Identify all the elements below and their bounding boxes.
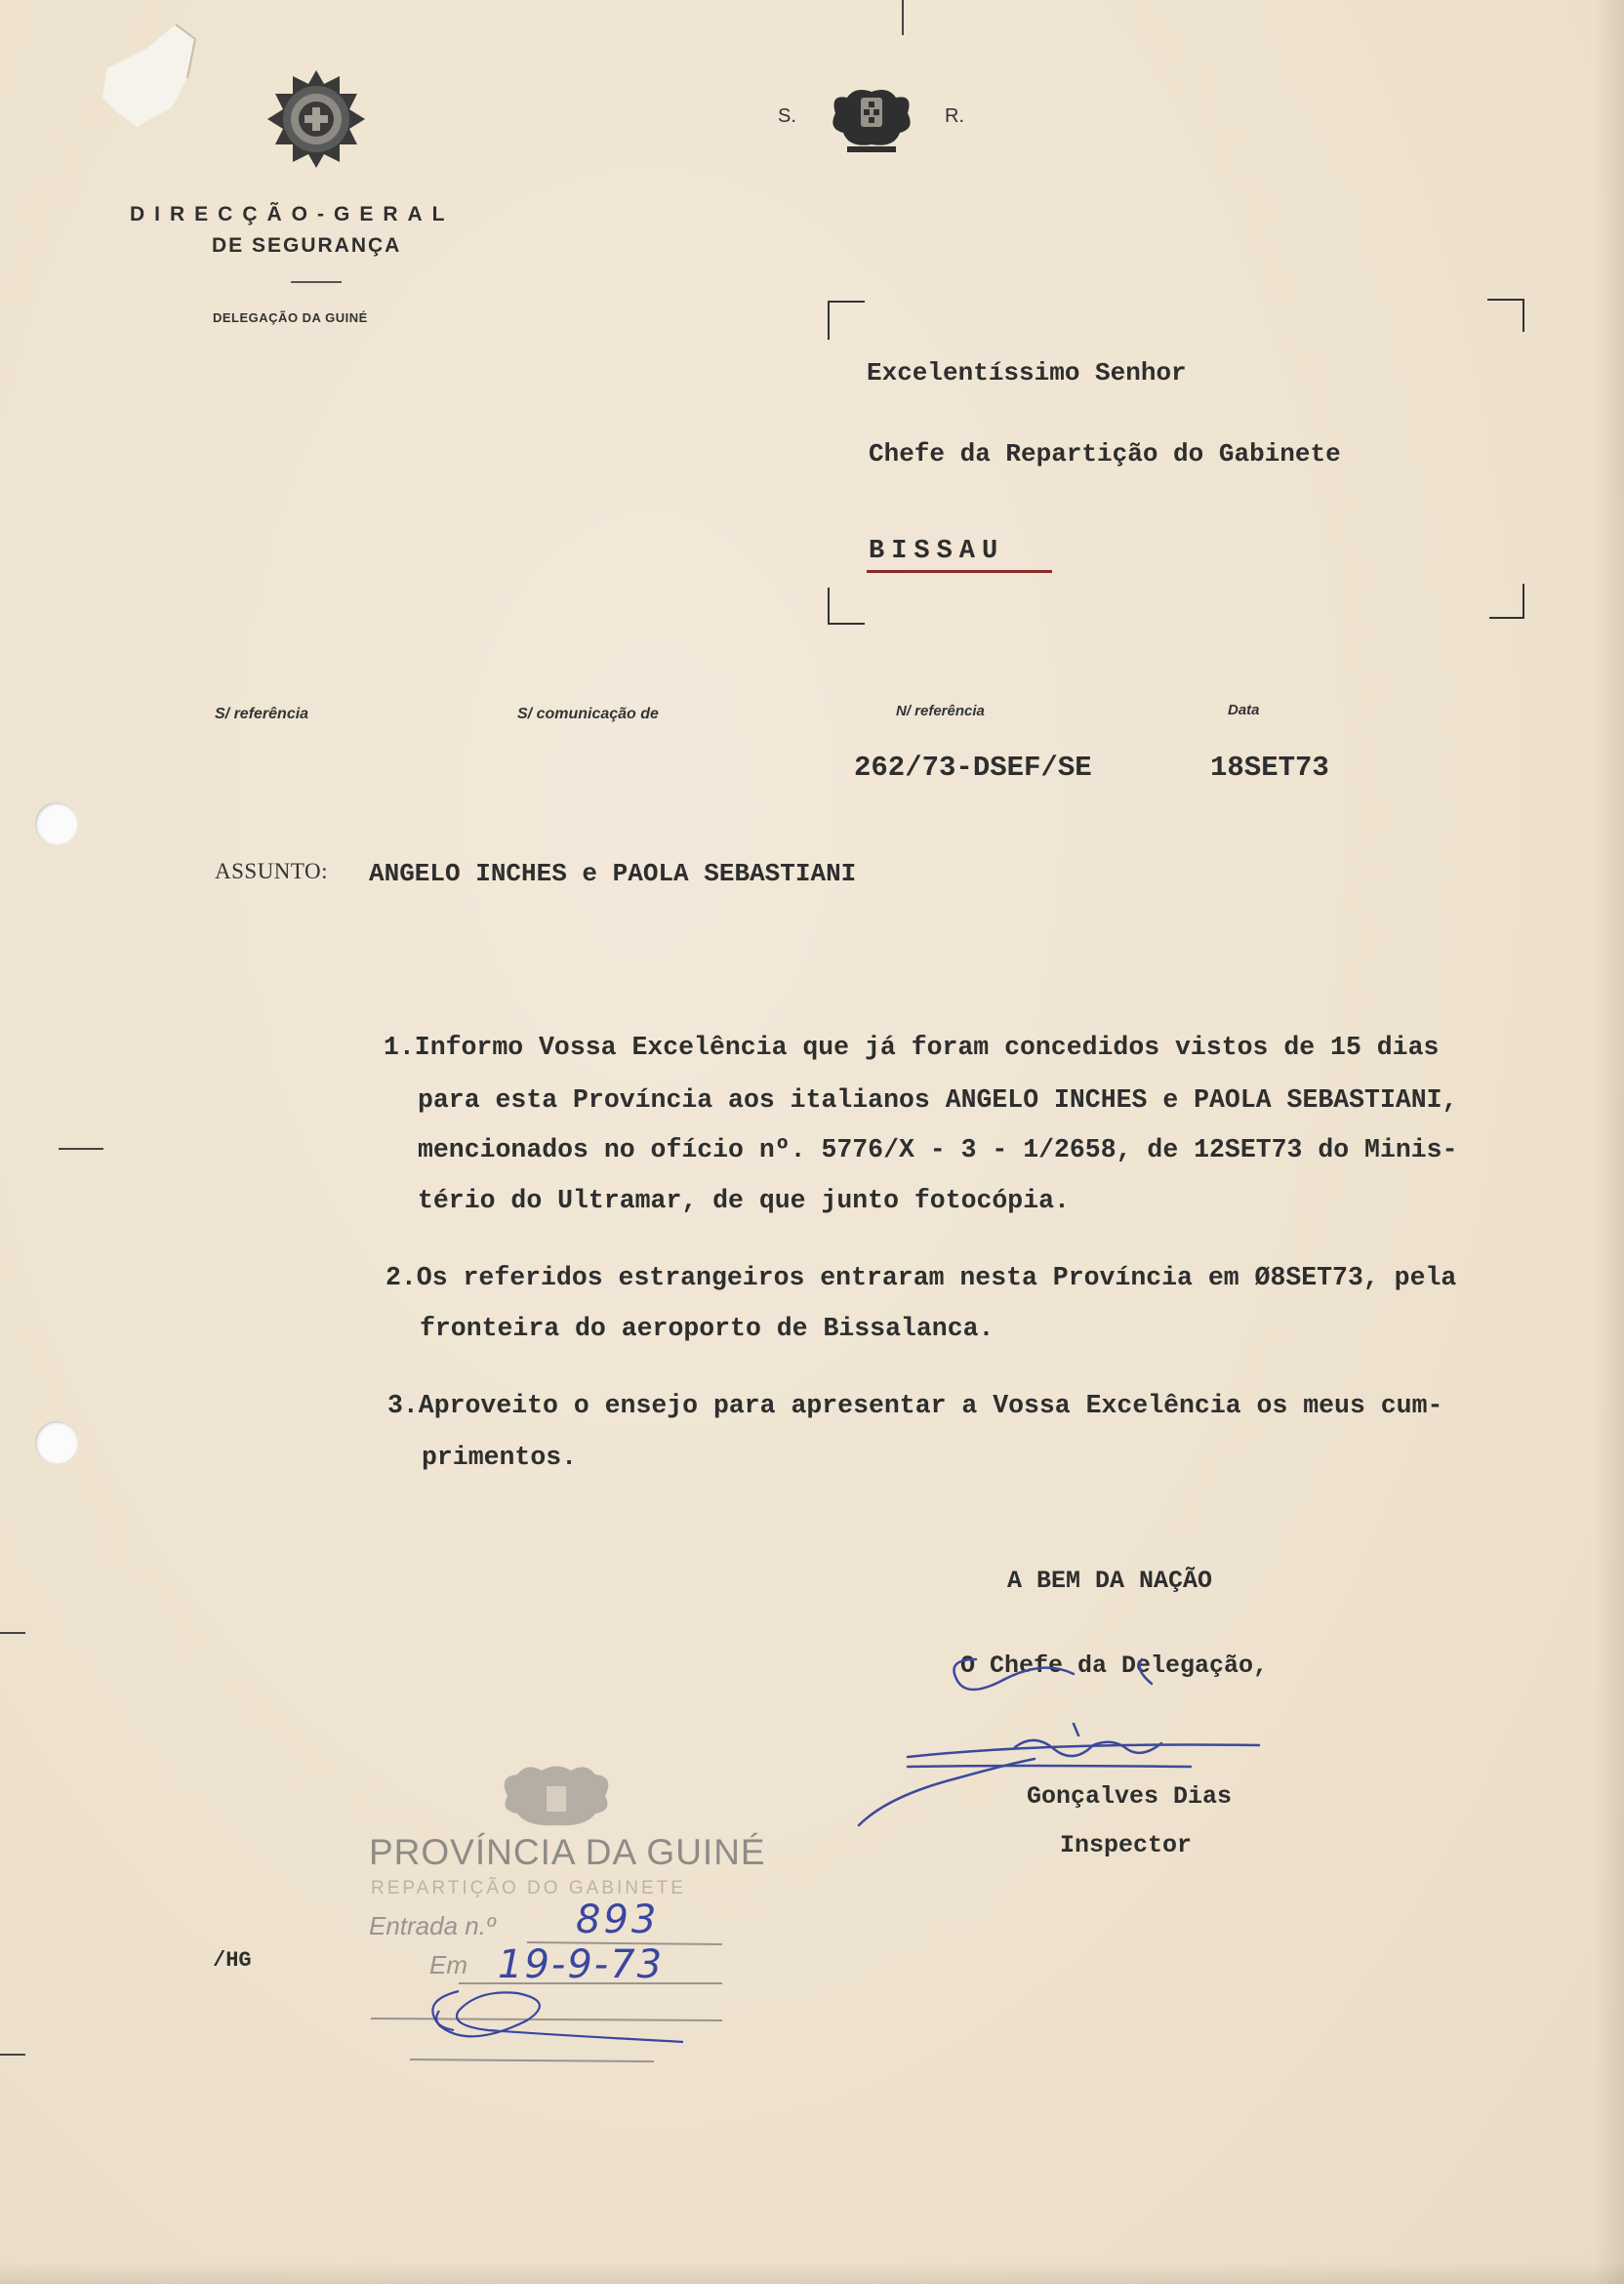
body-paragraph-3-line-2: primentos. <box>422 1443 578 1472</box>
classification-right: R. <box>945 105 964 127</box>
signatory-rank: Inspector <box>1060 1831 1193 1859</box>
body-paragraph-1-line-3: mencionados no ofício nº. 5776/X - 3 - 1/2658, de 12SET73 do Minis- <box>418 1135 1458 1164</box>
coat-of-arms-icon <box>826 84 917 154</box>
address-bracket-top-left <box>828 301 865 340</box>
recipient-title: Chefe da Repartição do Gabinete <box>869 439 1341 469</box>
letterhead-line2: DE SEGURANÇA <box>212 234 402 257</box>
body-paragraph-2-line-1: 2.Os referidos estrangeiros entraram nesta Província em Ø8SET73, pela <box>386 1263 1457 1292</box>
body-paragraph-1-line-2: para esta Província aos italianos ANGELO INCHES e PAOLA SEBASTIANI, <box>418 1085 1458 1115</box>
fold-mark-left <box>59 1148 103 1150</box>
classification-left: S. <box>778 105 796 127</box>
letterhead-rule <box>291 281 342 283</box>
fold-mark-left-3 <box>0 2054 25 2056</box>
label-nossa-referencia: N/ referência <box>896 703 985 719</box>
typist-initials: /HG <box>213 1948 252 1973</box>
recipient-salutation: Excelentíssimo Senhor <box>867 358 1187 387</box>
security-emblem-icon <box>265 68 367 170</box>
page-edge-shadow <box>1595 0 1624 2284</box>
body-paragraph-1-line-4: tério do Ultramar, de que junto fotocópia. <box>418 1186 1070 1215</box>
stamp-em-label: Em <box>429 1950 467 1979</box>
stamp-em-date: 19-9-73 <box>498 1942 665 1987</box>
address-bracket-top-right <box>1487 299 1524 332</box>
letterhead-delegation: DELEGAÇÃO DA GUINÉ <box>213 310 368 325</box>
date-value: 18SET73 <box>1210 752 1329 784</box>
punch-hole-top <box>35 802 78 845</box>
label-sua-comunicacao: S/ comunicação de <box>517 706 659 722</box>
stamp-title: PROVÍNCIA DA GUINÉ <box>369 1832 766 1872</box>
signatory-name: Gonçalves Dias <box>1027 1782 1233 1811</box>
page-bottom-shadow <box>0 2263 1624 2284</box>
subject-value: ANGELO INCHES e PAOLA SEBASTIANI <box>369 859 857 888</box>
label-data: Data <box>1228 702 1260 718</box>
body-paragraph-1-line-1: 1.Informo Vossa Excelência que já foram concedidos vistos de 15 dias <box>384 1033 1440 1062</box>
fold-mark-top <box>902 0 904 35</box>
our-reference-value: 262/73-DSEF/SE <box>854 752 1092 784</box>
stamp-subtitle: REPARTIÇÃO DO GABINETE <box>371 1878 686 1898</box>
recipient-city: BISSAU <box>869 537 1005 566</box>
punch-hole-bottom <box>35 1421 78 1464</box>
subject-label: ASSUNTO: <box>215 859 329 883</box>
fold-mark-left-2 <box>0 1632 25 1634</box>
closing-motto: A BEM DA NAÇÃO <box>1007 1567 1213 1595</box>
address-bracket-bottom-right <box>1489 584 1524 619</box>
stamp-entrada-number: 893 <box>576 1897 660 1942</box>
label-sua-referencia: S/ referência <box>215 706 309 722</box>
letterhead-line1: DIRECÇÃO-GERAL <box>130 203 455 225</box>
address-bracket-bottom-left <box>828 588 865 625</box>
recipient-city-underline <box>867 570 1052 573</box>
handwritten-signature <box>849 1640 1288 1855</box>
body-paragraph-2-line-2: fronteira do aeroporto de Bissalanca. <box>420 1314 995 1343</box>
stamp-entrada-label: Entrada n.º <box>369 1911 496 1940</box>
closing-role: O Chefe da Delegação, <box>960 1652 1269 1680</box>
body-paragraph-3-line-1: 3.Aproveito o ensejo para apresentar a Vossa Excelência os meus cum- <box>387 1391 1443 1420</box>
torn-paper-mark <box>78 20 205 137</box>
stamp-lines-and-initial <box>361 1933 751 2079</box>
